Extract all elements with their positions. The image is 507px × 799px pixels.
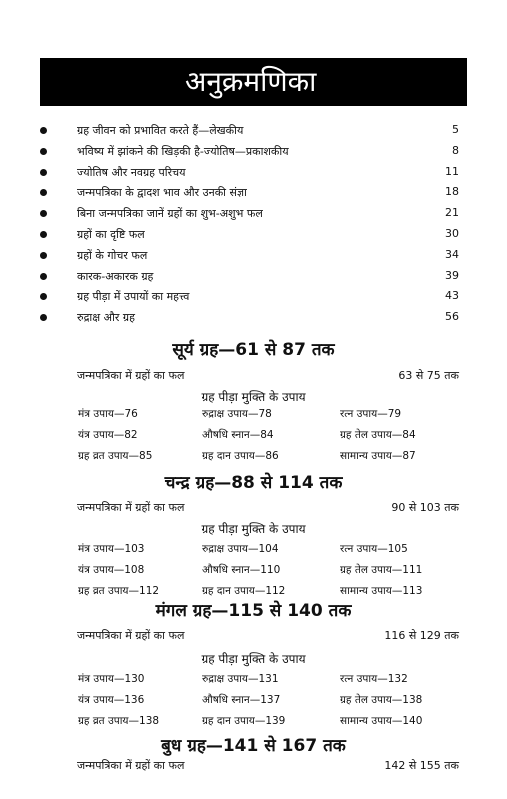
section-heading-mangal: मंगल ग्रह—115 से 140 तक: [155, 601, 352, 621]
upay-item[interactable]: रुद्राक्ष उपाय—131: [202, 673, 279, 685]
upay-grid: [0, 407, 507, 470]
section-heading-chandra: चन्द्र ग्रह—88 से 114 तक: [164, 473, 343, 493]
fal-pages: 116 से 129 तक: [384, 629, 459, 642]
toc-item-page: 56: [445, 310, 459, 324]
upay-item[interactable]: मंत्र उपाय—130: [78, 673, 145, 685]
upay-item[interactable]: ग्रह व्रत उपाय—112: [78, 585, 160, 597]
fal-label: जन्मपत्रिका में ग्रहों का फल: [77, 759, 185, 772]
bullet-icon: [40, 127, 47, 134]
upay-item[interactable]: सामान्य उपाय—140: [340, 715, 423, 727]
upay-grid: [0, 542, 507, 605]
toc-item-page: 8: [452, 143, 459, 157]
toc-item[interactable]: [0, 246, 507, 267]
toc-item-title: ज्योतिष और नवग्रह परिचय: [77, 165, 186, 179]
fal-pages: 142 से 155 तक: [384, 759, 459, 772]
upay-item[interactable]: ग्रह दान उपाय—86: [202, 450, 279, 462]
bullet-icon: [40, 314, 47, 321]
upay-item[interactable]: सामान्य उपाय—87: [340, 450, 416, 462]
toc-item-page: 34: [445, 247, 459, 261]
bullet-icon: [40, 293, 47, 300]
section-heading-surya: सूर्य ग्रह—61 से 87 तक: [172, 340, 335, 360]
toc-item-page: 11: [445, 164, 459, 178]
upay-item[interactable]: मंत्र उपाय—103: [78, 543, 145, 555]
bullet-icon: [40, 169, 47, 176]
page-title: अनुक्रमणिका: [185, 64, 317, 98]
bullet-icon: [40, 231, 47, 238]
upay-item[interactable]: रत्न उपाय—105: [340, 543, 408, 555]
bullet-icon: [40, 148, 47, 155]
fal-label: जन्मपत्रिका में ग्रहों का फल: [77, 369, 185, 382]
fal-label: जन्मपत्रिका में ग्रहों का फल: [77, 629, 185, 642]
toc-item[interactable]: [0, 287, 507, 308]
toc-item-page: 39: [445, 268, 459, 282]
toc-item[interactable]: [0, 163, 507, 184]
toc-item[interactable]: [0, 142, 507, 163]
toc-item-title: ग्रहों का दृष्टि फल: [77, 227, 145, 241]
upay-item[interactable]: औषधि स्नान—84: [202, 429, 274, 441]
upay-item[interactable]: मंत्र उपाय—76: [78, 408, 138, 420]
bullet-icon: [40, 189, 47, 196]
title-banner: [40, 58, 467, 106]
toc-item-title: ग्रह पीड़ा में उपायों का महत्त्व: [77, 290, 190, 304]
toc-item-title: बिना जन्मपत्रिका जानें ग्रहों का शुभ-अशुभ फल: [77, 207, 263, 221]
bullet-icon: [40, 210, 47, 217]
bullet-icon: [40, 252, 47, 259]
upay-item[interactable]: ग्रह तेल उपाय—111: [340, 564, 423, 576]
bullet-icon: [40, 273, 47, 280]
upay-grid: [0, 672, 507, 735]
toc-item[interactable]: [0, 204, 507, 225]
toc-item-title: जन्मपत्रिका के द्वादश भाव और उनकी संज्ञा: [77, 186, 247, 200]
toc-list: [0, 121, 507, 329]
fal-label: जन्मपत्रिका में ग्रहों का फल: [77, 501, 185, 514]
upay-heading: ग्रह पीड़ा मुक्ति के उपाय: [201, 652, 306, 666]
toc-item-title: कारक-अकारक ग्रह: [77, 269, 154, 283]
toc-item-page: 43: [445, 289, 459, 303]
upay-item[interactable]: रत्न उपाय—132: [340, 673, 408, 685]
toc-item[interactable]: [0, 121, 507, 142]
toc-item-title: ग्रहों के गोचर फल: [77, 248, 148, 262]
toc-item-title: रुद्राक्ष और ग्रह: [77, 311, 135, 325]
section-heading-budh: बुध ग्रह—141 से 167 तक: [161, 736, 346, 756]
toc-item-page: 5: [452, 123, 459, 136]
upay-item[interactable]: ग्रह व्रत उपाय—85: [78, 450, 153, 462]
toc-item-title: ग्रह जीवन को प्रभावित करते हैं—लेखकीय: [77, 124, 244, 137]
toc-item[interactable]: [0, 225, 507, 246]
upay-item[interactable]: रुद्राक्ष उपाय—78: [202, 408, 272, 420]
toc-item-title: भविष्य में झांकने की खिड़की है-ज्योतिष—प्रकाशकीय: [77, 144, 289, 158]
toc-item[interactable]: [0, 267, 507, 288]
upay-item[interactable]: औषधि स्नान—137: [202, 694, 281, 706]
upay-item[interactable]: ग्रह दान उपाय—139: [202, 715, 286, 727]
toc-item[interactable]: [0, 183, 507, 204]
upay-item[interactable]: यंत्र उपाय—136: [78, 694, 145, 706]
fal-pages: 63 से 75 तक: [398, 369, 459, 382]
upay-item[interactable]: ग्रह तेल उपाय—84: [340, 429, 416, 441]
upay-heading: ग्रह पीड़ा मुक्ति के उपाय: [201, 522, 306, 536]
upay-item[interactable]: ग्रह व्रत उपाय—138: [78, 715, 160, 727]
toc-item-page: 18: [445, 185, 459, 199]
upay-heading: ग्रह पीड़ा मुक्ति के उपाय: [201, 390, 306, 404]
toc-item-page: 21: [445, 206, 459, 220]
upay-item[interactable]: यंत्र उपाय—82: [78, 429, 138, 441]
upay-item[interactable]: रुद्राक्ष उपाय—104: [202, 543, 279, 555]
fal-pages: 90 से 103 तक: [391, 501, 459, 514]
upay-item[interactable]: औषधि स्नान—110: [202, 564, 281, 576]
upay-item[interactable]: ग्रह तेल उपाय—138: [340, 694, 423, 706]
upay-item[interactable]: यंत्र उपाय—108: [78, 564, 145, 576]
upay-item[interactable]: ग्रह दान उपाय—112: [202, 585, 286, 597]
upay-item[interactable]: रत्न उपाय—79: [340, 408, 402, 420]
toc-item-page: 30: [445, 226, 459, 240]
upay-item[interactable]: सामान्य उपाय—113: [340, 585, 423, 597]
toc-item[interactable]: [0, 308, 507, 329]
